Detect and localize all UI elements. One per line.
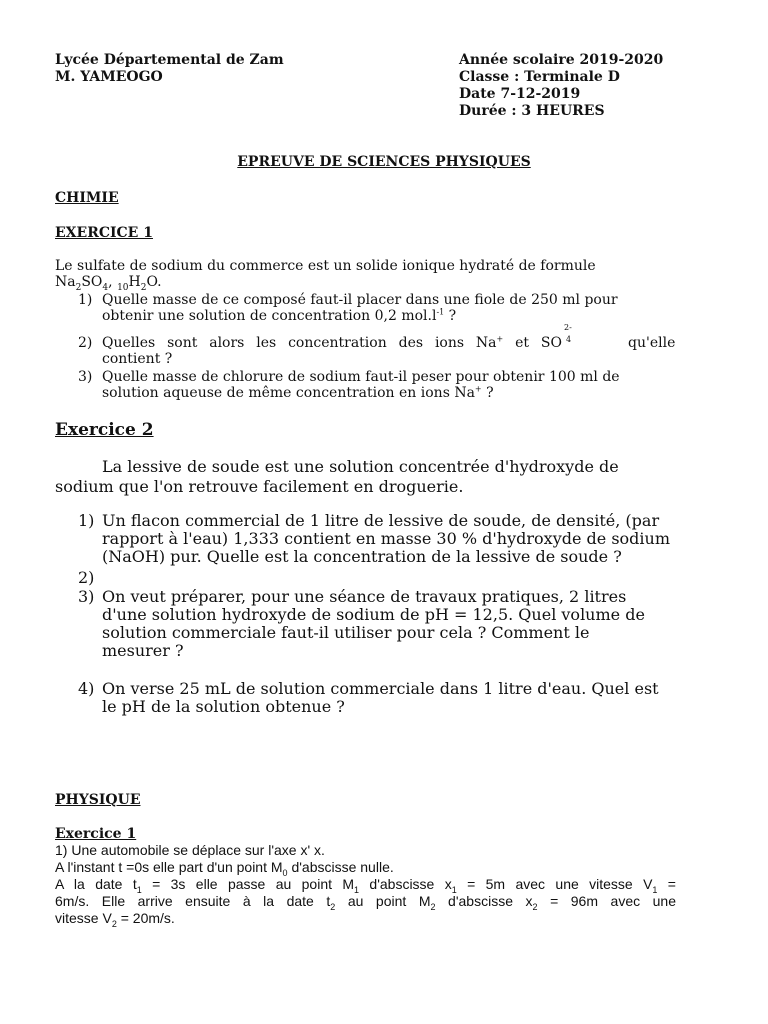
exercise-1-question-2: 2) Quelles sont alors les concentration des ions Na+ et SO 2- 4 qu'elle contient ? bbox=[78, 323, 676, 367]
exam-duration: Durée : 3 HEURES bbox=[459, 103, 605, 119]
exercise-2-question-4: 4) On verse 25 mL de solution commerciale dans 1 litre d'eau. Quel est le pH de la solution obtenue ? bbox=[78, 679, 659, 716]
exam-date: Date 7-12-2019 bbox=[459, 86, 581, 102]
chimie-heading: CHIMIE bbox=[55, 190, 119, 206]
physique-heading: PHYSIQUE bbox=[55, 792, 141, 808]
physique-exercise-1-heading: Exercice 1 bbox=[55, 826, 137, 842]
school-year: Année scolaire 2019-2020 bbox=[459, 52, 664, 68]
exercise-2-intro: La lessive de soude est une solution concentrée d'hydroxyde de sodium que l'on retrouve facilement en droguerie. bbox=[55, 457, 619, 496]
exercise-1-intro: Le sulfate de sodium du commerce est un solide ionique hydraté de formule $Na_2SO_4$, $_{10}H_2O$. bbox=[55, 258, 596, 293]
exercise-2-question-3: 3) On veut préparer, pour une séance de travaux pratiques, 2 litres d'une solution hydroxyde de sodium de pH = 12,5. Quel volume de solution commerciale faut-il utiliser pour cela ? Comment le mesurer ? bbox=[78, 587, 645, 660]
exercise-2-question-1: 1) Un flacon commercial de 1 litre de lessive de soude, de densité, (par rapport à l'eau) 1,333 contient en masse 30 % d'hydroxyde de sodium (NaOH) pur. Quelle est la concentration de la lessive de soude ? bbox=[78, 511, 670, 566]
teacher-name: M. YAMEOGO bbox=[55, 69, 163, 85]
exercise-1-question-3: 3) Quelle masse de chlorure de sodium faut-il peser pour obtenir 100 ml de solution aqueuse de même concentration en ions Na+ ? bbox=[78, 369, 620, 401]
exam-title: EPREUVE DE SCIENCES PHYSIQUES bbox=[237, 154, 531, 170]
chimie-exercise-2-heading: Exercice 2 bbox=[55, 420, 154, 440]
class-level: Classe : Terminale D bbox=[459, 69, 620, 85]
physique-exercise-1-text: 1) Une automobile se déplace sur l'axe x' x. A l'instant t =0s elle part d'un point $M_0$ d'abscisse nulle. A la date $t_1 = 3s$ elle passe au point $M_1$ d'abscisse $x_1 = 5m$ avec une vitesse $V_1$ = 6m/s. Elle arrive ensuite à la date $t_2$ au point $M_2$ d'abscisse $x_2 = 96m$ avec une vitesse $V_2 = 20m/s$. bbox=[55, 842, 677, 929]
exercise-2-question-2: 2) bbox=[78, 568, 95, 587]
exercise-1-question-1: 1) Quelle masse de ce composé faut-il placer dans une fiole de 250 ml pour obtenir une solution de concentration 0,2 $mol.l^{-1}$ ? bbox=[78, 292, 618, 324]
school-name: Lycée Départemental de Zam bbox=[55, 52, 284, 68]
chimie-exercise-1-heading: EXERCICE 1 bbox=[55, 225, 153, 241]
